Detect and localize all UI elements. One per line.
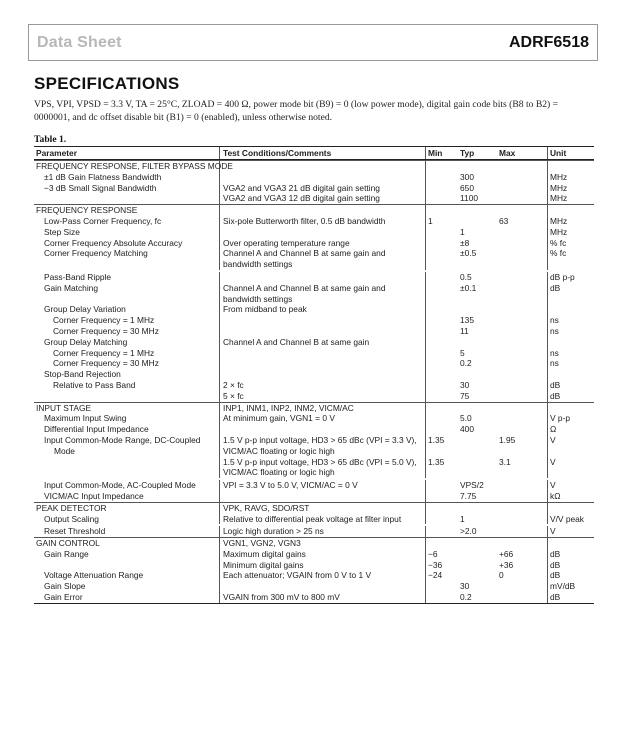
cell-conditions: VGA2 and VGA3 12 dB digital gain setting (220, 193, 426, 204)
cell-max: 1.95 (497, 435, 548, 457)
cell-min: 1.35 (428, 456, 445, 467)
cell-unit: V (550, 480, 556, 491)
cell-parameter: Low-Pass Corner Frequency, fc (34, 216, 220, 227)
cell-typ: 0.2 (460, 592, 472, 603)
cell-parameter: VICM/AC Input Impedance (34, 491, 220, 502)
cell-parameter: Corner Frequency = 30 MHz (34, 326, 220, 337)
table-row (34, 491, 594, 502)
cell-conditions (220, 348, 426, 359)
cell-typ: 300 (460, 171, 474, 182)
col-header-min: Min (428, 148, 443, 158)
cell-unit: Ω (550, 424, 557, 435)
table-row (34, 216, 594, 227)
table-row (34, 326, 594, 337)
table-row (34, 514, 594, 527)
cell-unit: dB (550, 570, 561, 581)
table-row (34, 413, 594, 424)
table-header-row (34, 146, 594, 160)
cell-max (497, 248, 548, 270)
table-title: Table 1. (34, 134, 67, 145)
cell-conditions: Maximum digital gains (220, 549, 426, 560)
cell-min: 1.35 (428, 434, 445, 445)
cell-conditions: Logic high duration > 25 ns (220, 526, 426, 537)
cell-min (426, 581, 458, 592)
cell-typ: 7.75 (460, 490, 477, 501)
header-part-number: ADRF6518 (508, 34, 589, 51)
cell-conditions (220, 491, 426, 502)
cell-parameter: Differential Input Impedance (34, 424, 220, 435)
cell-max (497, 183, 548, 194)
cell-parameter: Gain Range (34, 549, 220, 560)
table-row (34, 435, 594, 457)
cell-typ: 0.2 (460, 358, 472, 369)
cell-min: 1 (428, 215, 433, 226)
cell-max (497, 227, 548, 238)
cell-min (426, 491, 458, 502)
cell-parameter: Pass-Band Ripple (34, 272, 220, 283)
cell-typ (458, 161, 497, 172)
cell-max (497, 526, 548, 537)
table-body (34, 160, 594, 603)
cell-conditions: 5 × fc (220, 391, 426, 402)
cell-unit: dB p-p (550, 271, 575, 282)
cell-parameter: Gain Slope (34, 581, 220, 592)
cell-unit: dB (550, 548, 561, 559)
cell-max (497, 480, 548, 491)
cell-parameter: Input Common-Mode Range, DC-Coupled Mode (34, 435, 220, 457)
cell-parameter: Gain Matching (34, 283, 220, 305)
cell-typ: 0.5 (460, 271, 472, 282)
cell-min (426, 538, 458, 549)
cell-parameter: PEAK DETECTOR (34, 503, 220, 514)
cell-unit (548, 161, 594, 172)
table-row (34, 304, 594, 315)
cell-typ: 30 (460, 581, 470, 592)
cell-unit: V (550, 526, 556, 537)
cell-conditions (220, 326, 426, 337)
cell-min (426, 358, 458, 369)
cell-parameter: ±1 dB Gain Flatness Bandwidth (34, 172, 220, 183)
cell-min (426, 348, 458, 359)
table-row (34, 283, 594, 305)
cell-typ (458, 538, 497, 549)
cell-conditions (220, 424, 426, 435)
cell-min (426, 369, 458, 380)
cell-typ: 5 (460, 347, 465, 358)
cell-unit (548, 403, 594, 414)
table-row (34, 272, 594, 283)
cell-max (497, 172, 548, 183)
cell-max (497, 304, 548, 315)
table-row (34, 592, 594, 603)
table-row (34, 172, 594, 183)
cell-typ: 1 (460, 226, 465, 237)
cell-min: −24 (428, 570, 443, 581)
table-row (34, 581, 594, 592)
cell-conditions (220, 205, 426, 216)
cell-min (426, 183, 458, 194)
cell-conditions: Channel A and Channel B at same gain and bandwidth settings (220, 248, 426, 270)
cell-conditions: Minimum digital gains (220, 560, 426, 571)
cell-parameter (34, 457, 220, 479)
page-header (28, 24, 598, 61)
cell-conditions: Over operating temperature range (220, 238, 426, 249)
cell-conditions: Channel A and Channel B at same gain (220, 337, 426, 348)
cell-typ (458, 403, 497, 414)
cell-parameter: Step Size (34, 227, 220, 238)
cell-parameter: Gain Error (34, 592, 220, 603)
cell-unit (548, 538, 594, 549)
cell-unit: ns (550, 325, 559, 336)
table-row (34, 560, 594, 571)
cell-conditions: INP1, INM1, INP2, INM2, VICM/AC (220, 403, 426, 414)
cell-conditions: At minimum gain, VGN1 = 0 V (220, 413, 426, 424)
cell-max: +66 (497, 549, 548, 560)
cell-max: 63 (497, 216, 548, 227)
cell-max (497, 491, 548, 502)
table-row (34, 204, 594, 216)
col-header-parameter: Parameter (34, 147, 220, 159)
cell-max (497, 238, 548, 249)
cell-min (426, 403, 458, 414)
table-row (34, 549, 594, 560)
cell-conditions (220, 272, 426, 283)
table-row (34, 502, 594, 514)
cell-typ: >2.0 (460, 526, 477, 537)
cell-typ (458, 304, 497, 315)
cell-parameter (34, 560, 220, 571)
cell-min (426, 227, 458, 238)
conditions-text: VPS, VPI, VPSD = 3.3 V, TA = 25°C, ZLOAD = 400 Ω, power mode bit (B9) = 0 (low power mode), digital gain code bits (B8 to B2) = 0000001, and dc offset disable bit (B1) = 0 (enabled), unless otherwise noted. (34, 99, 559, 123)
cell-min (426, 526, 458, 537)
cell-typ (458, 560, 497, 571)
cell-conditions: VGA2 and VGA3 21 dB digital gain setting (220, 183, 426, 194)
col-header-typ: Typ (460, 148, 475, 158)
cell-unit: dB (550, 559, 561, 570)
cell-parameter: GAIN CONTROL (34, 538, 220, 549)
cell-typ (458, 205, 497, 216)
cell-conditions: VGN1, VGN2, VGN3 (220, 538, 426, 549)
table-row (34, 402, 594, 414)
cell-parameter: −3 dB Small Signal Bandwidth (34, 183, 220, 194)
cell-parameter: Corner Frequency = 1 MHz (34, 315, 220, 326)
cell-max (497, 380, 548, 391)
cell-min: −36 (428, 559, 443, 570)
cell-max (497, 315, 548, 326)
cell-max (497, 369, 548, 380)
table-row (34, 537, 594, 549)
cell-typ: ±0.5 (460, 248, 477, 259)
table-row (34, 183, 594, 194)
cell-min (426, 480, 458, 491)
cell-max (497, 272, 548, 283)
cell-unit: ns (550, 358, 559, 369)
cell-min (426, 248, 458, 270)
cell-parameter: Relative to Pass Band (34, 380, 220, 391)
spec-table (34, 146, 594, 604)
cell-conditions: VPK, RAVG, SDO/RST (220, 503, 426, 514)
cell-unit: dB (550, 379, 561, 390)
cell-conditions: Each attenuator; VGAIN from 0 V to 1 V (220, 570, 426, 581)
cell-min (426, 315, 458, 326)
cell-typ: 1100 (460, 193, 479, 204)
cell-min (426, 304, 458, 315)
cell-conditions (220, 581, 426, 592)
table-row (34, 380, 594, 391)
cell-typ (458, 570, 497, 581)
cell-max (497, 391, 548, 402)
cell-conditions: Relative to differential peak voltage at filter input (220, 514, 426, 525)
cell-typ (458, 337, 497, 348)
table-row (34, 348, 594, 359)
cell-parameter: Corner Frequency Matching (34, 248, 220, 270)
col-header-unit: Unit (550, 148, 567, 158)
cell-max (497, 413, 548, 424)
cell-min (426, 514, 458, 525)
cell-min (426, 193, 458, 204)
cell-unit: mV/dB (550, 581, 576, 592)
cell-parameter: Maximum Input Swing (34, 413, 220, 424)
cell-unit: V (550, 434, 556, 445)
cell-min (426, 161, 458, 172)
cell-parameter: INPUT STAGE (34, 403, 220, 414)
cell-unit: V/V peak (550, 513, 584, 524)
table-row (34, 424, 594, 435)
header-section-label: Data Sheet (37, 34, 122, 51)
table-row (34, 526, 594, 537)
table-row (34, 248, 594, 272)
cell-typ: 75 (460, 390, 470, 401)
cell-unit: dB (550, 390, 561, 401)
cell-conditions (220, 358, 426, 369)
cell-conditions: VPI = 3.3 V to 5.0 V, VICM/AC = 0 V (220, 480, 426, 491)
cell-parameter: Stop-Band Rejection (34, 369, 220, 380)
cell-min (426, 172, 458, 183)
cell-unit (548, 337, 594, 348)
cell-min (426, 413, 458, 424)
cell-typ: 30 (460, 379, 470, 390)
table-row (34, 391, 594, 402)
cell-min (426, 424, 458, 435)
cell-max (497, 348, 548, 359)
cell-typ (458, 216, 497, 227)
cell-conditions: 2 × fc (220, 380, 426, 391)
cell-typ (458, 369, 497, 380)
table-row (34, 337, 594, 348)
cell-typ: ±8 (460, 237, 470, 248)
cell-max (497, 161, 548, 172)
cell-max (497, 193, 548, 204)
cell-parameter: Corner Frequency = 1 MHz (34, 348, 220, 359)
cell-unit: ns (550, 315, 559, 326)
cell-max (497, 403, 548, 414)
cell-max (497, 283, 548, 305)
cell-max (497, 503, 548, 514)
cell-min (426, 337, 458, 348)
cell-unit: dB (550, 592, 561, 603)
cell-unit (548, 205, 594, 216)
cell-unit: % fc (550, 237, 567, 248)
table-row (34, 457, 594, 481)
cell-typ: 400 (460, 424, 474, 435)
cell-parameter: Input Common-Mode, AC-Coupled Mode (34, 480, 220, 491)
cell-conditions: Channel A and Channel B at same gain and bandwidth settings (220, 283, 426, 305)
cell-typ: 650 (460, 182, 474, 193)
cell-parameter (34, 193, 220, 204)
cell-typ (458, 435, 497, 457)
table-row (34, 480, 594, 491)
cell-max: +36 (497, 560, 548, 571)
cell-parameter: Group Delay Matching (34, 337, 220, 348)
cell-conditions (220, 369, 426, 380)
table-row (34, 358, 594, 369)
cell-typ: ±0.1 (460, 282, 477, 293)
table-row (34, 227, 594, 238)
table-row (34, 238, 594, 249)
cell-typ: 11 (460, 325, 469, 336)
cell-unit: MHz (550, 171, 568, 182)
cell-unit: kΩ (550, 490, 561, 501)
cell-min (426, 592, 458, 603)
cell-typ (458, 457, 497, 479)
cell-typ: 1 (460, 513, 465, 524)
cell-parameter: FREQUENCY RESPONSE, FILTER BYPASS MODE (36, 161, 233, 171)
cell-unit: % fc (550, 248, 567, 259)
cell-conditions (220, 227, 426, 238)
cell-max (497, 592, 548, 603)
cell-max (497, 581, 548, 592)
cell-max (497, 424, 548, 435)
table-row (34, 570, 594, 581)
cell-parameter: Voltage Attenuation Range (34, 570, 220, 581)
cell-unit: ns (550, 347, 559, 358)
cell-parameter (34, 391, 220, 402)
cell-unit: MHz (550, 215, 568, 226)
cell-min (426, 205, 458, 216)
cell-min (426, 272, 458, 283)
cell-conditions: From midband to peak (220, 304, 426, 315)
cell-max (497, 205, 548, 216)
cell-max (497, 538, 548, 549)
cell-min (426, 391, 458, 402)
cell-conditions: VGAIN from 300 mV to 800 mV (220, 592, 426, 603)
cell-unit: MHz (550, 226, 568, 237)
cell-conditions: 1.5 V p-p input voltage, HD3 > 65 dBc (VPI = 5.0 V), VICM/AC floating or logic high (220, 457, 426, 479)
cell-typ: VPS/2 (460, 480, 484, 491)
col-header-max: Max (497, 147, 548, 159)
cell-parameter: Output Scaling (34, 514, 220, 525)
cell-max (497, 326, 548, 337)
cell-max: 0 (497, 570, 548, 581)
cell-min (426, 503, 458, 514)
cell-min: −6 (428, 548, 438, 559)
cell-min (426, 326, 458, 337)
section-title: SPECIFICATIONS (34, 74, 180, 93)
cell-unit (548, 503, 594, 514)
cell-min (426, 283, 458, 305)
cell-min (426, 238, 458, 249)
cell-max (497, 337, 548, 348)
cell-conditions: Six-pole Butterworth filter, 0.5 dB bandwidth (220, 216, 426, 227)
cell-parameter: Corner Frequency = 30 MHz (34, 358, 220, 369)
cell-conditions (220, 172, 426, 183)
cell-max: 3.1 (497, 457, 548, 479)
cell-conditions (220, 315, 426, 326)
cell-min (426, 380, 458, 391)
cell-unit: MHz (550, 182, 568, 193)
table-row (34, 160, 594, 172)
cell-unit (548, 304, 594, 315)
table-bottom-rule (34, 603, 594, 604)
col-header-conditions: Test Conditions/Comments (220, 147, 426, 159)
cell-max (497, 514, 548, 525)
table-row (34, 369, 594, 380)
cell-unit: V (550, 456, 556, 467)
cell-parameter: Reset Threshold (34, 526, 220, 537)
cell-typ (458, 549, 497, 560)
table-row (34, 193, 594, 204)
cell-conditions: 1.5 V p-p input voltage, HD3 > 65 dBc (VPI = 3.3 V), VICM/AC floating or logic high (220, 435, 426, 457)
cell-parameter: FREQUENCY RESPONSE (34, 205, 220, 216)
cell-parameter: Corner Frequency Absolute Accuracy (34, 238, 220, 249)
cell-unit (548, 369, 594, 380)
cell-max (497, 358, 548, 369)
cell-parameter: Group Delay Variation (34, 304, 220, 315)
cell-typ: 135 (460, 315, 474, 326)
cell-typ (458, 503, 497, 514)
table-row (34, 315, 594, 326)
cell-unit: V p-p (550, 413, 571, 424)
cell-unit: dB (550, 282, 561, 293)
cell-conditions (220, 161, 426, 172)
cell-typ: 5.0 (460, 413, 472, 424)
cell-unit: MHz (550, 193, 568, 204)
